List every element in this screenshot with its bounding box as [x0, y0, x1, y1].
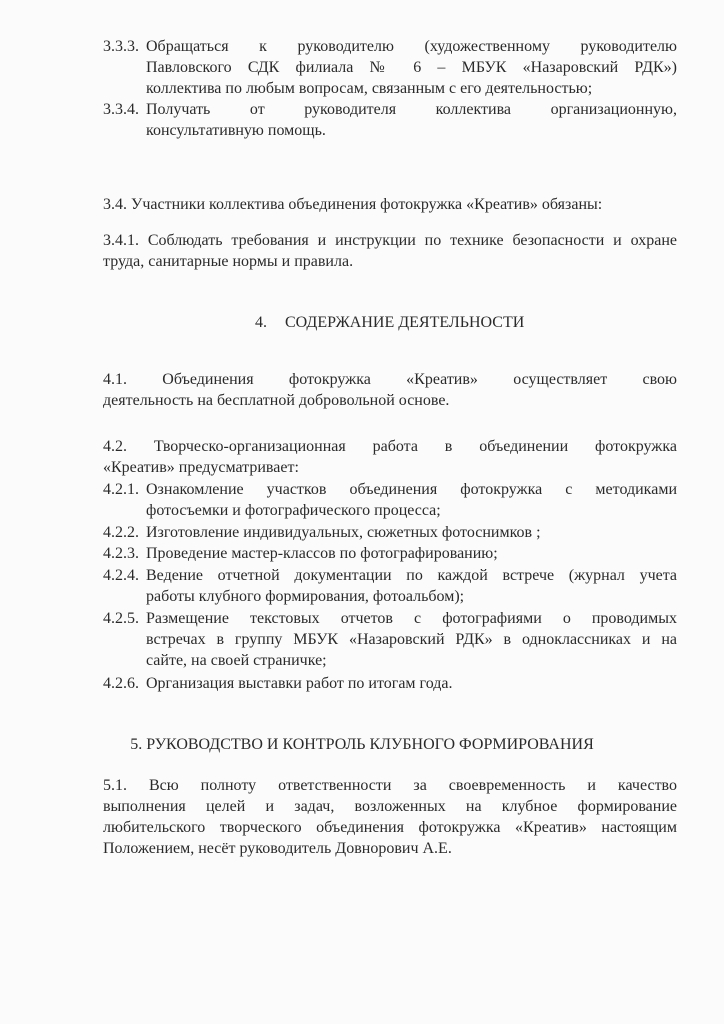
item-text: Изготовление индивидуальных, сюжетных фотоснимков ; [146, 524, 541, 541]
paragraph-line: труда, санитарные нормы и правила. [103, 253, 354, 270]
list-item-4-2-4 [103, 565, 677, 607]
item-number: 4.2.3. [103, 545, 139, 562]
section-heading-5: 5. РУКОВОДСТВО И КОНТРОЛЬ КЛУБНОГО ФОРМИРОВАНИЯ [130, 736, 594, 753]
list-item-4-2-6 [103, 673, 677, 694]
item-text-line: коллектива по любым вопросам, связанным с его деятельностью; [146, 80, 593, 97]
item-text-line: Ознакомление участков объединения фотокружка с методиками [146, 481, 677, 498]
paragraph-line: деятельность на бесплатной добровольной основе. [103, 392, 450, 409]
item-text-line: фотосъемки и фотографического процесса; [146, 502, 441, 519]
paragraph-line: 5.1. Всю полноту ответственности за своевременность и качество [103, 777, 677, 794]
list-item-3-3-4 [103, 99, 677, 141]
item-text: Проведение мастер-классов по фотографированию; [146, 545, 498, 562]
item-text-line: Обращаться к руководителю (художественному руководителю [146, 38, 677, 55]
paragraph-line: «Креатив» предусматривает: [103, 459, 299, 476]
paragraph-4-1 [103, 369, 677, 411]
item-text-line: Размещение текстовых отчетов с фотографиями о проводимых [146, 610, 677, 627]
item-number: 4.2.6. [103, 675, 139, 692]
list-item-3-3-3 [103, 36, 677, 99]
paragraph-3-4-1 [103, 230, 677, 272]
item-text: Организация выставки работ по итогам года. [146, 675, 453, 692]
item-text [146, 99, 677, 141]
item-number: 4.2.4. [103, 567, 139, 584]
item-text-line: работы клубного формирования, фотоальбом); [146, 588, 465, 605]
paragraph-4-2 [103, 436, 677, 478]
heading-number: 4. [255, 314, 267, 331]
item-number: 4.2.5. [103, 610, 139, 627]
list-item-4-2-2 [103, 522, 677, 543]
item-text [146, 565, 677, 607]
item-text-line: Павловского СДК филиала № 6 – МБУК «Назаровский РДК») [146, 59, 677, 76]
paragraph-3-4: 3.4. Участники коллектива объединения фотокружка «Креатив» обязаны: [103, 196, 603, 213]
item-text-line: Ведение отчетной документации по каждой встрече (журнал учета [146, 567, 677, 584]
heading-text: СОДЕРЖАНИЕ ДЕЯТЕЛЬНОСТИ [285, 314, 525, 331]
paragraph-line: 3.4.1. Соблюдать требования и инструкции по технике безопасности и охране [103, 232, 677, 249]
item-text-line: Получать от руководителя коллектива организационную, [146, 101, 677, 118]
paragraph-line: 4.1. Объединения фотокружка «Креатив» осуществляет свою [103, 371, 677, 388]
paragraph-line: выполнения целей и задач, возложенных на клубное формирование [103, 798, 677, 815]
item-text-line: сайте, на своей страничке; [146, 652, 327, 669]
item-text-line: консультативную помощь. [146, 122, 326, 139]
list-item-4-2-3 [103, 543, 677, 564]
item-text [146, 36, 677, 99]
item-text [146, 608, 677, 671]
paragraph-line: Положением, несёт руководитель Довнорович А.Е. [103, 840, 452, 857]
item-number: 4.2.1. [103, 481, 139, 498]
list-item-4-2-1 [103, 479, 677, 521]
item-text [146, 479, 677, 521]
paragraph-line: любительского творческого объединения фотокружка «Креатив» настоящим [103, 819, 677, 836]
item-number: 3.3.3. [103, 38, 139, 55]
paragraph-line: 4.2. Творческо-организационная работа в объединении фотокружка [103, 438, 677, 455]
item-text-line: встречах в группу МБУК «Назаровский РДК» в одноклассниках и на [146, 631, 677, 648]
item-number: 3.3.4. [103, 101, 139, 118]
item-number: 4.2.2. [103, 524, 139, 541]
paragraph-5-1 [103, 775, 677, 859]
list-item-4-2-5 [103, 608, 677, 671]
